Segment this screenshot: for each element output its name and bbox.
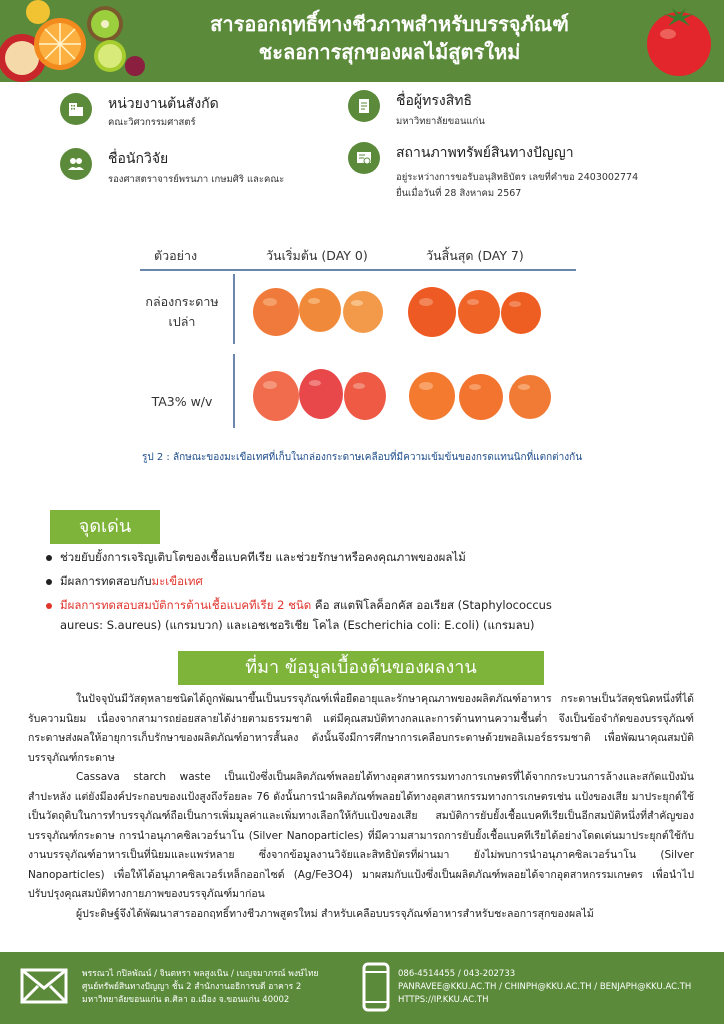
fruits-illustration — [0, 0, 150, 82]
footer-phone: 086-4514455 / 043-202733 — [398, 969, 516, 979]
figure-col-day7: วันสิ้นสุด (DAY 7) — [426, 248, 524, 263]
background-paragraph-1: ในปัจจุบันมีวัสดุหลายชนิดได้ถูกพัฒนาขึ้นเป็นบรรจุภัณฑ์เพื่อยืดอายุและรักษาคุณภาพของผลิตภัณฑ์อาหาร กระดาษเป็นวัสดุชนิดหนึ่งที่ได้รับความนิยม เนื่องจากสามารถย่อยสลายได้ง่ายตามธรรมชาติ แต่มีคุณสมบัติทางกลและการต้านทานความชื้นต่ำ จึงเป็นข้อจำกัดของบรรจุภัณฑ์กระดาษส่งผลให้อายุการเก็บรักษาของผลิตภัณฑ์อาหารสั้นลง ดังนั้นจึงมีการศึกษาการเคลือบกระดาษด้วยพอลิเมอร์ธรรมชาติ เพื่อพัฒนาคุณสมบัติบรรจุภัณฑ์กระดาษ — [28, 693, 694, 764]
info-researcher-title: ชื่อนักวิจัย — [108, 151, 169, 167]
footer-address-line1: พรรณวไ กปิลพัณน์ / จินตหรา พลสูงเนิน / เบญจมาภรณ์ พงษ์ไทย — [82, 969, 319, 979]
page-title-line2: ชะลอการสุกของผลไม้สูตรใหม่ — [258, 40, 521, 64]
photo-ta3-day7 — [406, 364, 556, 426]
figure-col-day0: วันเริ่มต้น (DAY 0) — [266, 248, 368, 263]
bullet-icon — [46, 555, 52, 561]
highlight-item-2 — [46, 571, 686, 591]
footer — [0, 952, 724, 1024]
background-heading: ที่มา ข้อมูลเบื้องต้นของผลงาน — [178, 651, 544, 685]
footer-contact — [398, 968, 691, 1007]
highlight-item-3-line2: aureus: S.aureus) (แกรมบวก) และเอชเชอริเชีย โคไล (Escherichia coli: E.coli) (แกรมลบ) — [60, 618, 535, 632]
info-unit — [60, 93, 340, 133]
info-ip-title: สถานภาพทรัพย์สินทางปัญญา — [396, 145, 574, 161]
certificate-icon — [348, 142, 380, 174]
photo-ta3-day0 — [250, 364, 390, 426]
building-icon — [60, 93, 92, 125]
background-body — [28, 690, 694, 924]
highlight-item-2-red: มะเขือเทศ — [151, 574, 203, 588]
bullet-icon — [46, 579, 52, 585]
info-ip-status — [348, 142, 708, 206]
highlight-item-3-text: คือ สแตฟิโลค็อกคัส ออเรียส (Staphylococcus — [311, 598, 552, 612]
info-ip-value-1: อยู่ระหว่างการขอรับอนุสิทธิบัตร เลขที่คำขอ 2403002774 — [396, 172, 639, 183]
mail-icon — [20, 968, 68, 1004]
info-owner-value: มหาวิทยาลัยขอนแก่น — [396, 116, 485, 127]
phone-icon — [362, 962, 390, 1012]
info-researcher-value: รองศาสตราจารย์พรนภา เกษมศิริ และคณะ — [108, 174, 285, 185]
info-unit-title: หน่วยงานต้นสังกัด — [108, 96, 219, 112]
figure-row2-label: TA3% w/v — [151, 394, 213, 409]
tomato-illustration — [642, 4, 716, 78]
people-icon — [60, 148, 92, 180]
highlight-item-1-text: ช่วยยับยั้งการเจริญเติบโตของเชื้อแบคทีเรีย และช่วยรักษาหรือคงคุณภาพของผลไม้ — [60, 550, 466, 564]
document-icon — [348, 90, 380, 122]
info-unit-value: คณะวิศวกรรมศาสตร์ — [108, 117, 196, 128]
footer-address — [82, 968, 318, 1007]
background-paragraph-2: Cassava starch waste เป็นแป้งซึ่งเป็นผลิตภัณฑ์พลอยได้ทางอุตสาหกรรมทางการเกษตรที่ได้จากกระบวนการล้างและสกัดแป้งมันสำปะหลัง แต่ยังมีองค์ประกอบของแป้งสูงถึงร้อยละ 76 ดังนั้นการนำผลิตภัณฑ์พลอยได้ทางอุตสาหกรรมทางการเกษตรเช่น แป้งของเสีย มาประยุกต์ใช้เป็นวัตถุดิบในการทำบรรจุภัณฑ์ถือเป็นการเพิ่มมูลค่าและเพิ่มทางเลือกให้กับแป้งของเสีย สมบัติการยับยั้งเชื้อแบคทีเรียเป็นอีกสมบัติหนึ่งที่สำคัญของบรรจุภัณฑ์กระดาษ การนำอนุภาคซิลเวอร์นาโน (Silver Nanoparticles) ที่มีความสามารถการยับยั้งเชื้อแบคทีเรียได้อย่างโดดเด่นมาประยุกต์ใช้กับงานบรรจุภัณฑ์อาหารเป็นที่นิยมและแพร่หลาย ซึ่งจากข้อมูลงานวิจัยและสิทธิบัตรที่ผ่านมา ยังไม่พบการนำอนุภาคซิลเวอร์นาโน (Silver Nanoparticles) เพื่อให้ได้อนุภาคซิลเวอร์เหล็กออกไซด์ (Ag/Fe3O4) มาผสมกับแป้งซึ่งเป็นผลิตภัณฑ์พลอยได้จากอุตสาหกรรมเกษตร เพื่อนำไปปรับปรุงคุณสมบัติทางกายภาพของบรรจุภัณฑ์มาก่อน — [28, 771, 694, 900]
background-paragraph-3: ผู้ประดิษฐ์จึงได้พัฒนาสารออกฤทธิ์ทางชีวภาพสูตรใหม่ สำหรับเคลือบบรรจุภัณฑ์อาหารสำหรับชะลอการสุกของผลไม้ — [76, 907, 594, 920]
figure-row1-line1: กล่องกระดาษ — [145, 294, 219, 309]
figure-row1-line2: เปล่า — [168, 314, 196, 329]
info-ip-value-2: ยื่นเมื่อวันที่ 28 สิงหาคม 2567 — [396, 188, 522, 199]
tomato-comparison-figure — [130, 240, 590, 430]
figure-caption: รูป 2 : ลักษณะของมะเขือเทศที่เก็บในกล่องกระดาษเคลือบที่มีความเข้มข้นของกรดแทนนิกที่แตกต่างกัน — [141, 452, 583, 463]
bullet-icon — [46, 603, 52, 609]
highlight-item-1 — [46, 547, 686, 567]
footer-address-line3: มหาวิทยาลัยขอนแก่น ต.ศิลา อ.เมือง จ.ขอนแก่น 40002 — [82, 995, 290, 1005]
info-owner-title: ชื่อผู้ทรงสิทธิ — [396, 93, 473, 109]
info-researcher — [60, 148, 340, 190]
figure-col-sample: ตัวอย่าง — [154, 248, 198, 263]
info-owner — [348, 90, 688, 132]
photo-control-day0 — [250, 280, 390, 344]
highlight-item-3-red: มีผลการทดสอบสมบัติการต้านเชื้อแบคทีเรีย 2 ชนิด — [60, 598, 312, 612]
header-banner — [0, 0, 724, 82]
photo-control-day7 — [406, 280, 546, 344]
highlight-item-3 — [46, 595, 686, 615]
highlights-heading: จุดเด่น — [50, 510, 160, 544]
page-title-line1: สารออกฤทธิ์ทางชีวภาพสำหรับบรรจุภัณฑ์ — [210, 12, 569, 36]
footer-address-line2: ศูนย์ทรัพย์สินทางปัญญา ชั้น 2 สำนักงานอธิการบดี อาคาร 2 — [82, 982, 302, 992]
figure-row1-label — [136, 292, 228, 332]
footer-website: HTTPS://IP.KKU.AC.TH — [398, 995, 489, 1005]
highlight-item-2-text: มีผลการทดสอบกับ — [60, 574, 152, 588]
footer-email: PANRAVEE@KKU.AC.TH / CHINPH@KKU.AC.TH / BENJAPH@KKU.AC.TH — [398, 982, 692, 992]
